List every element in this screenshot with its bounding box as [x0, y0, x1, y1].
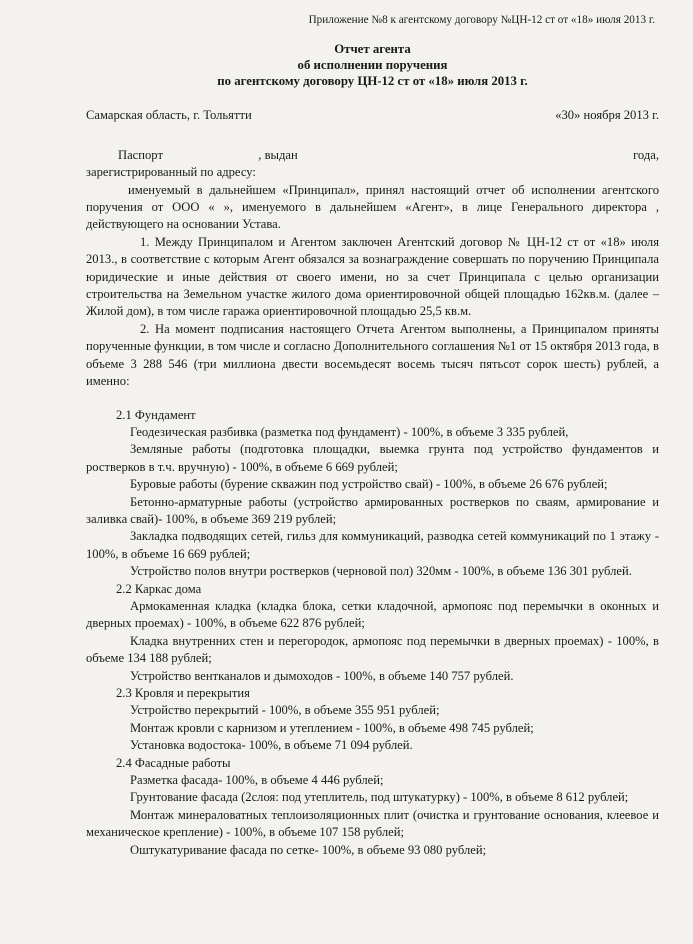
section-frame [86, 581, 659, 685]
section-heading: 2.1 Фундамент [116, 407, 196, 422]
list-item: Монтаж кровли с карнизом и утеплением - 100%, в объеме 498 745 рублей; [130, 720, 534, 735]
list-item: Разметка фасада- 100%, в объеме 4 446 рублей; [130, 773, 384, 788]
clause-1: 1. Между Принципалом и Агентом заключен Агентский договор № ЦН-12 ст от «18» июля 2013., в соответствие с которым Агент обязался за вознаграждение совершать по поручению Принципала юридические и иные действия от своего имени, но за счет Принципала с целью организации строительства на Земельном участке жилого дома ориентировочной общей площадью 162кв.м. (далее – Жилой дом), в том числе гаража ориентировочной площадью 25,5 кв.м. [86, 234, 659, 319]
list-item: Армокаменная кладка (кладка блока, сетки кладочной, армопояс под перемычки в оконных и дверных проемах) - 100%, в объеме 622 876 рублей; [86, 598, 659, 631]
place-date-row [86, 107, 659, 124]
list-item: Закладка подводящих сетей, гильз для коммуникаций, разводка сетей коммуникаций по 1 этажу - 100%, в объеме 16 669 рублей; [86, 529, 659, 561]
section-heading: 2.3 Кровля и перекрытия [116, 686, 250, 700]
title-line: по агентскому договору ЦН-12 ст от «18» июля 2013 г. [217, 74, 528, 89]
place: Самарская область, г. Тольятти [86, 108, 252, 123]
principal-paragraph: именуемый в дальнейшем «Принципал», принял настоящий отчет об исполнении агентского поручения от ООО « », именуемого в дальнейшем «Агент», в лице Генерального директора , действующего на основании Устава. [86, 182, 659, 232]
passport-line [86, 147, 659, 164]
list-item: Буровые работы (бурение скважин под устройство свай) - 100%, в объеме 26 676 рублей; [130, 477, 608, 492]
section-heading: 2.2 Каркас дома [116, 581, 202, 596]
date: «30» ноября 2013 г. [555, 108, 659, 123]
list-item: Кладка внутренних стен и перегородок, армопояс под перемычки в дверных проемах) - 100%, в объеме 134 188 рублей; [86, 633, 659, 666]
intro-block [86, 147, 659, 234]
list-item: Установка водостока- 100%, в объеме 71 094 рублей. [130, 738, 413, 753]
document-title [86, 41, 659, 89]
registered-line: зарегистрированный по адресу: [86, 165, 256, 180]
list-item: Грунтование фасада (2слоя: под утеплитель, под штукатурку) - 100%, в объеме 8 612 рублей; [130, 790, 629, 805]
list-item: Оштукатуривание фасада по сетке- 100%, в объеме 93 080 рублей; [130, 842, 487, 857]
passport-label: Паспорт [118, 147, 163, 162]
list-item: Земляные работы (подготовка площадки, выемка грунта под устройство фундаментов и ростверков в т.ч. вручную) - 100%, в объеме 6 669 рублей; [86, 442, 659, 474]
appendix-note: Приложение №8 к агентскому договору №ЦН-12 ст от «18» июля 2013 г. [308, 14, 655, 26]
section-foundation [86, 407, 659, 581]
list-item: Устройство перекрытий - 100%, в объеме 355 951 рублей; [130, 703, 440, 718]
year-label: года, [633, 147, 659, 162]
list-item: Геодезическая разбивка (разметка под фундамент) - 100%, в объеме 3 335 рублей, [130, 424, 569, 439]
issued-label: , выдан [258, 147, 298, 162]
title-line: Отчет агента [334, 42, 411, 57]
list-item: Монтаж минераловатных теплоизоляционных плит (очистка и грунтование основания, клеевое и механическое крепление) - 100%, в объеме 107 158 рублей; [86, 807, 659, 840]
list-item: Бетонно-арматурные работы (устройство армированных ростверков по сваям, армирование и заливка свай)- 100%, в объеме 369 219 рублей; [86, 494, 659, 526]
sections-list [86, 407, 659, 860]
section-facade [86, 755, 659, 859]
list-item: Устройство вентканалов и дымоходов - 100%, в объеме 140 757 рублей. [130, 668, 514, 683]
clause-2: 2. На момент подписания настоящего Отчета Агентом выполнены, а Принципалом приняты порученные функции, в том числе и согласно Дополнительного соглашения №1 от 15 октября 2013 года, в объеме 3 288 546 (три миллиона двести восемьдесят восемь тысяч пятьсот сорок шесть) рублей, а именно: [86, 321, 659, 389]
section-roof [86, 685, 659, 755]
section-heading: 2.4 Фасадные работы [116, 755, 231, 770]
list-item: Устройство полов внутри ростверков (черновой пол) 320мм - 100%, в объеме 136 301 рублей. [130, 564, 632, 579]
title-line: об исполнении поручения [297, 58, 448, 73]
